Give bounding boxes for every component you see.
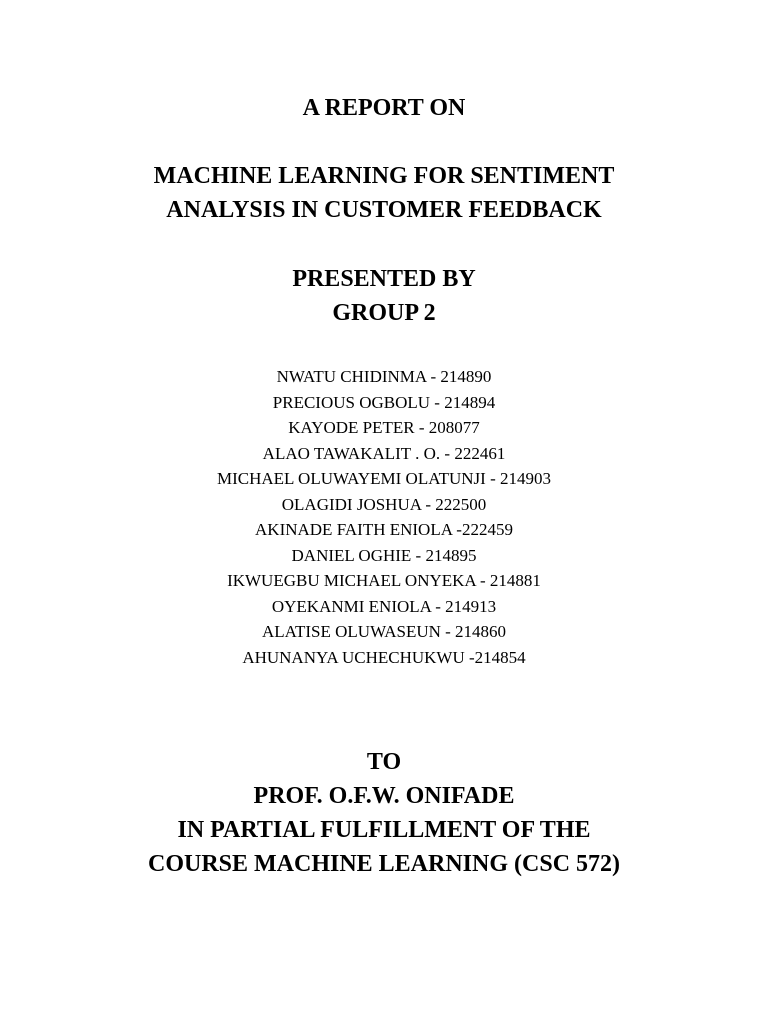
fulfillment-line-2: COURSE MACHINE LEARNING (CSC 572): [147, 851, 621, 877]
group-member-item: DANIEL OGHIE - 214895: [291, 545, 477, 565]
group-member-item: KAYODE PETER - 208077: [288, 418, 480, 437]
group-member-item: AKINADE FAITH ENIOLA -222459: [255, 520, 513, 539]
group-member-item: ALAO TAWAKALIT . O. - 222461: [262, 443, 506, 463]
report-title-line-1: MACHINE LEARNING FOR SENTIMENT: [153, 163, 615, 189]
report-title: [0, 159, 768, 227]
group-member-list: [0, 364, 768, 670]
submission-block: [0, 745, 768, 881]
presented-by-label: PRESENTED BY: [292, 266, 476, 292]
group-member-item: PRECIOUS OGBOLU - 214894: [272, 392, 496, 412]
group-member-item: AHUNANYA UCHECHUKWU -214854: [242, 647, 526, 667]
report-label: [0, 91, 768, 125]
group-member-item: OLAGIDI JOSHUA - 222500: [281, 494, 487, 514]
group-name: GROUP 2: [332, 300, 436, 326]
group-member-item: OYEKANMI ENIOLA - 214913: [271, 596, 497, 616]
to-label: TO: [366, 749, 402, 775]
group-member-item: MICHAEL OLUWAYEMI OLATUNJI - 214903: [217, 469, 551, 488]
report-title-line-2: ANALYSIS IN CUSTOMER FEEDBACK: [166, 197, 602, 223]
group-member-item: ALATISE OLUWASEUN - 214860: [261, 622, 507, 641]
fulfillment-line-1: IN PARTIAL FULFILLMENT OF THE: [177, 817, 591, 843]
presenter-block: [0, 262, 768, 330]
report-label-text: A REPORT ON: [302, 95, 466, 121]
recipient-name: PROF. O.F.W. ONIFADE: [253, 783, 515, 809]
group-member-item: IKWUEGBU MICHAEL ONYEKA - 214881: [227, 571, 541, 590]
group-member-item: NWATU CHIDINMA - 214890: [276, 367, 492, 386]
